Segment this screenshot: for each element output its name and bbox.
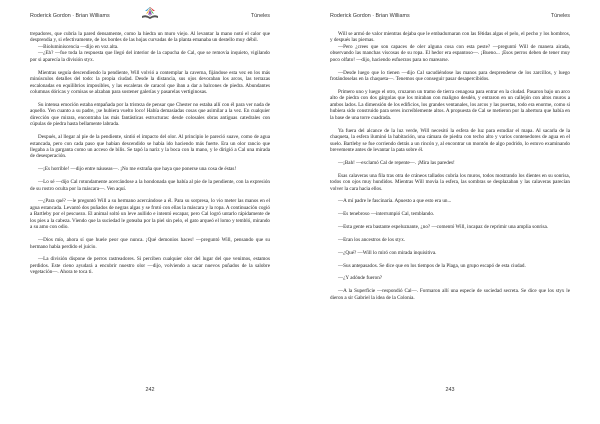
page-number: 243 bbox=[445, 387, 455, 393]
header-title: Túneles bbox=[550, 13, 570, 19]
paragraph: —La división dispone de perros rastreadores. Si perciben cualquier olor del lugar del que venimos, estamos perdidos. Este cieno ayudará a encubrir nuestro olor —dijo, volviendo a sacar nuevos puñados de la salobre vegetación—. Ahora te toca ti. bbox=[30, 256, 270, 276]
paragraph: Will se armó de valor mientras dejaba que le embadurnaran con las fétidas algas el pelo, el pecho y los hombros, y después las piernas. bbox=[330, 31, 570, 44]
paragraph: Esas calaveras una fila tras otra de cráneos tallados cubría los muros, todos mostrando los dientes en su sonrisa, todos con ojos muy hundidos. Mientras Will movía la esfera, las sombras se desplazaban y las calaveras parecían volver la cara hacia ellos. bbox=[330, 172, 570, 192]
header-author: Roderick Gordon · Brian Williams bbox=[330, 13, 410, 19]
header-title: Túneles bbox=[250, 13, 270, 19]
paragraph: Después, al llegar al pie de la pendiente, sintió el impacto del olor. Al principio le pareció suave, como de agua estancada, pero con cada paso que habían descendido se había ido haciendo más fuerte. Era un olor rancio que llegaba a la garganta como un acceso de bilis. Se tapó la nariz y la boca con la mano, y le dirigió a Cal una mirada de desesperación. bbox=[30, 134, 270, 160]
paragraph: Primero uno y luego el otro, cruzaron un tramo de tierra cenagosa para entrar en la ciudad. Pasaron bajo un arco alto de piedra con dos gárgolas que los miraban con maligno desdén, y entraron en un callejón con altos muros a ambos lados. La dimensión de los edificios, los grandes ventanales, los arcos y las puertas, todo era enorme, como si hubiera sido construido para seres increíblemente altos. A propuesta de Cal se metieron por la abertura que había en la base de una torre cuadrada. bbox=[330, 88, 570, 121]
paragraph: —Desde luego que lo tienen —dijo Cal sacudiéndose las manos para desprenderse de los zarcillos, y luego frotándoselas en la chaqueta—. Tenemos que conseguir pasar desapercibidos. bbox=[330, 69, 570, 83]
paragraph: —¡Bah! —exclamó Cal de repente—. ¡Mira las paredes! bbox=[338, 159, 455, 166]
paragraph: —Es tenebroso —interrumpió Cal, temblando. bbox=[338, 211, 435, 218]
header-author: Roderick Gordon · Brian Williams bbox=[30, 13, 110, 19]
book-logo-icon bbox=[141, 4, 159, 21]
paragraph: —A la Superficie —respondió Cal—. Formaron allí una especie de sociedad secreta. Se dice que los styx le dieron a sir Gabriel la idea de la Colonia. bbox=[330, 288, 570, 301]
paragraph: —Sus antepasados. Se dice que en los tiempos de la Plaga, un grupo escapó de esta ciudad. bbox=[338, 262, 526, 269]
page-number: 242 bbox=[145, 387, 155, 393]
paragraph: —¿Eh? —fue toda la respuesta que llegó del interior de la capucha de Cal, que se removía inquieto, vigilando por si aparecía la división styx. bbox=[30, 50, 270, 63]
paragraph: —Eran los ancestros de los styx. bbox=[338, 236, 406, 243]
paragraph: —Lo sé —dijo Cal rotundamente acercándose a la hondonada que había al pie de la pendiente, con la expresión de su rostro oculta por la máscara—. Ven aquí. bbox=[30, 179, 270, 192]
paragraph: —Bioluminiscencia —dijo en voz alta. bbox=[38, 43, 119, 50]
paragraph: —Pero ¿crees que son capaces de oler alguna cosa con esta peste? —preguntó Will de manera airada, observando las manchas viscosas de su ropa. El hedor era espantoso—. ¡Bueno... ¡Esos perros deben de tener muy poco olfato! —dijo, haciendo esfuerzos para no marearse. bbox=[330, 43, 570, 63]
paragraph: Ya fuera del alcance de la luz verde, Will necesitó la esfera de luz para estudiar el mapa. Al sacarla de la chaqueta, la esfera iluminó la habitación, una cámara de piedra con techo alto y varios contenedores de agua en el suelo. Bartleby se fue corriendo detrás a un rincón y, al encontrar un montón de algo podrido, lo estuvo examinando brevemente antes de levantar la pata sobre él. bbox=[330, 127, 570, 153]
right-page bbox=[300, 0, 600, 424]
paragraph: trepadores, que cubría la pared densamente, como la hiedra un muro viejo. Al levantar la mano notó el calor que desprendía y, si efectivamente, de los bordes de las hojas curvadas de la planta emanaba un destello muy débil. bbox=[30, 31, 270, 44]
running-header bbox=[330, 13, 570, 23]
paragraph: —¿Y adónde fueron? bbox=[338, 275, 383, 282]
paragraph: —Dios mío, ahora sí que huele peor que nunca. ¡Qué demonios haces! —preguntó Will, pensando que su hermano había perdido el juicio. bbox=[30, 237, 270, 250]
paragraph: —¿Para qué? —le preguntó Will a su hermano acercándose a él. Para su sorpresa, lo vio meter las manos en el agua estancada. Levantó dos puñados de negras algas y se frotó con ellas la máscara y la ropa. A continuación cogió a Bartleby por el pescuezo. El animal soltó un leve aullido e intentó escapar, pero Cal logró untarlo rápidamente de los pies a la cabeza. Viendo que la suciedad le goteaba por la piel sin pelo, el gato arqueó el lomo y tembló, mirando a su amo con odio. bbox=[30, 198, 270, 231]
paragraph: Mientras seguía descendiendo la pendiente, Will volvió a contemplar la caverna, fijándose esta vez en los más minúsculos detalles del todo: la propia ciudad. Desde la distancia, sus ojos devoraban los arcos, las terrazas escalonadas en equilibrios imposibles, y las escaleras de caracol que iban a dar a balcones de piedra. Abundantes columnas dóricas y cornisas se alzaban para sostener galerías y pasarelas vertiginosas. bbox=[30, 69, 270, 96]
right-page-text bbox=[330, 31, 570, 301]
paragraph: —¡Es horrible! —dijo entre náuseas—. ¡No me extraña que haya que ponerse una cosa de éstas! bbox=[38, 166, 237, 173]
paragraph: —¿Qué? —Will lo miró con mirada inquisitiva. bbox=[338, 249, 437, 256]
paragraph: Su intensa emoción estaba empañada por la tristeza de pensar que Chester no estaba allí con él para ver nada de aquello. Yen cuanto a su padre, ¡se hubiera vuelto loco! Había demasiadas cosas que asimilar a la vez. En cualquier dirección que mirara, encontraba las más fantásticas estructuras: desde colosales obras antiguas catedrales con cúpulas de piedra hasta bellamente labrada. bbox=[30, 101, 270, 128]
paragraph: —Esta gente era bastante espeluznante, ¿no? —comentó Will, incapaz de reprimir una amplia sonrisa. bbox=[338, 224, 549, 231]
paragraph: —A mí padre le fascinaría. Apuesto a que esto era un... bbox=[338, 198, 452, 205]
left-page-text bbox=[30, 31, 270, 276]
